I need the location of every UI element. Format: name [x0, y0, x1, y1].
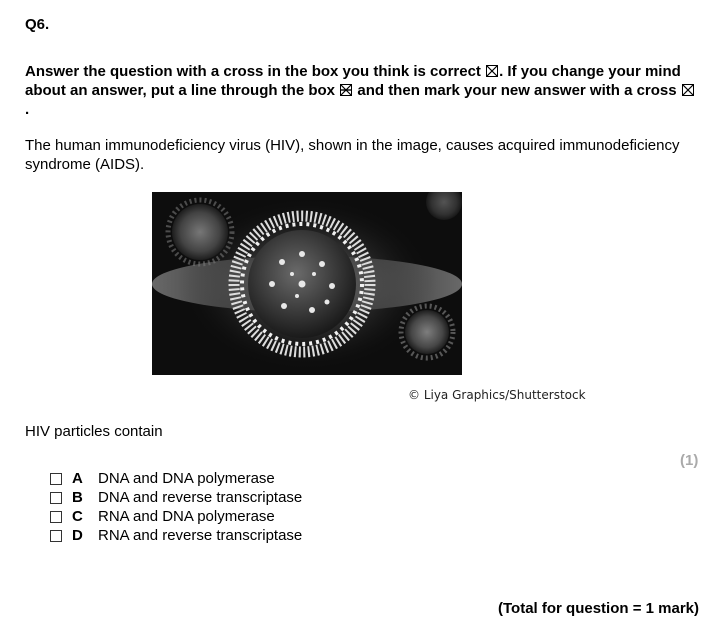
instruction-text-1: Answer the question with a cross in the box you think is correct: [25, 63, 486, 80]
option-d[interactable]: [50, 526, 302, 545]
struck-crossed-box-icon: [340, 84, 352, 96]
option-b[interactable]: [50, 488, 302, 507]
instruction-text-4: .: [25, 101, 30, 118]
option-letter: D: [72, 527, 83, 544]
crossed-box-icon: [682, 84, 694, 96]
instruction-text-2: . If you change your mind about an answer, put a line through the box: [25, 63, 681, 99]
option-text: DNA and reverse transcriptase: [98, 489, 303, 506]
answer-options: [50, 469, 302, 545]
empty-checkbox-icon[interactable]: [50, 511, 62, 523]
intro-text: The human immunodeficiency virus (HIV), shown in the image, causes acquired immunodeficiency syndrome (AIDS).: [25, 137, 680, 173]
crossed-box-icon: [486, 65, 498, 77]
option-c[interactable]: [50, 507, 302, 526]
option-text: RNA and DNA polymerase: [98, 508, 275, 525]
empty-checkbox-icon[interactable]: [50, 492, 62, 504]
option-text: DNA and DNA polymerase: [98, 470, 275, 487]
empty-checkbox-icon[interactable]: [50, 530, 62, 542]
image-credit: © Liya Graphics/Shutterstock: [408, 388, 586, 402]
marks-available: (1): [680, 452, 699, 469]
instruction-text-3: and then mark your new answer with a cross: [353, 82, 681, 99]
option-letter: C: [72, 508, 83, 525]
option-letter: B: [72, 489, 83, 506]
total-marks: (Total for question = 1 mark): [498, 600, 699, 617]
question-stem: HIV particles contain: [25, 423, 163, 440]
hiv-virus-image: [152, 192, 462, 375]
option-text: RNA and reverse transcriptase: [98, 527, 303, 544]
question-number: Q6.: [25, 16, 50, 33]
option-letter: A: [72, 470, 83, 487]
instructions: [25, 62, 695, 119]
option-a[interactable]: [50, 469, 302, 488]
empty-checkbox-icon[interactable]: [50, 473, 62, 485]
